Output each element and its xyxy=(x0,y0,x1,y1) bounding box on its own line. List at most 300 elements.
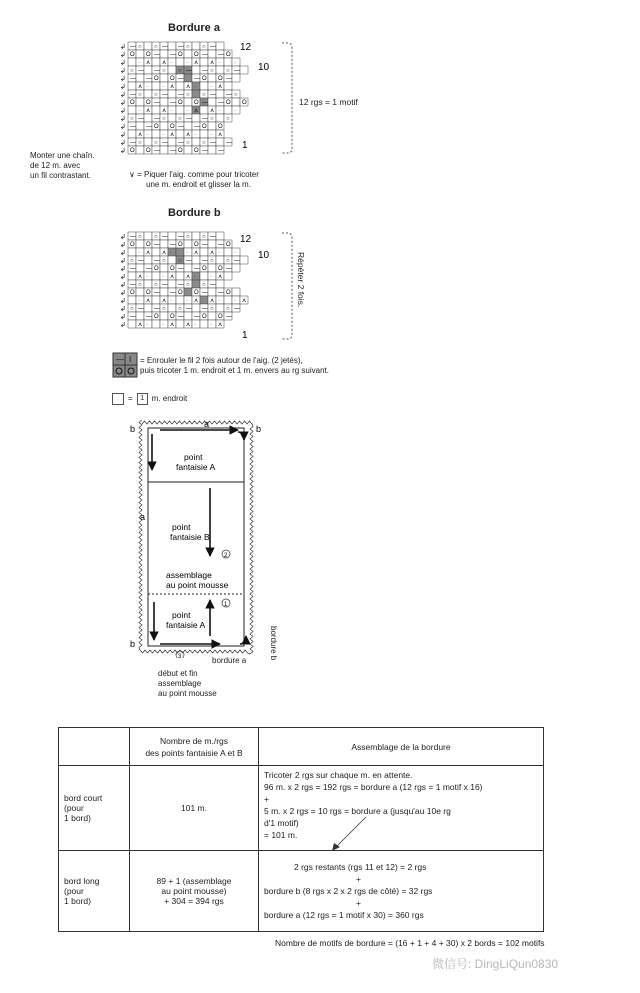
grid-row-marker: ↲ xyxy=(120,306,126,313)
grid-cell xyxy=(136,50,144,58)
grid-cell xyxy=(152,248,160,256)
step-3: 3 xyxy=(178,654,182,658)
grid-symbol: ○ xyxy=(226,306,230,312)
grid-symbol: · xyxy=(138,298,140,304)
grid-row-marker: ↲ xyxy=(120,52,126,59)
section-label-4: fantaisie B xyxy=(170,532,210,542)
grid-cell xyxy=(200,58,208,66)
grid-row-marker: ↲ xyxy=(120,84,126,91)
grid-symbol: O xyxy=(218,124,223,130)
grid-symbol: ○ xyxy=(138,234,142,240)
grid-symbol: O xyxy=(178,148,183,154)
bordure-b-bracket xyxy=(282,232,296,340)
grid-symbol: · xyxy=(138,108,140,114)
grid-symbol: · xyxy=(234,250,236,256)
grid-symbol: ⋏ xyxy=(146,108,151,114)
grid-symbol: ⋏ xyxy=(218,132,223,138)
grid-symbol: ○ xyxy=(186,140,190,146)
grid-symbol: — xyxy=(194,124,200,130)
yo-legend-text: = Enrouler le fil 2 fois autour de l'aig. (2 jetés), puis tricoter 1 m. endroit et 1 m. envers au rg suivant. xyxy=(140,356,329,375)
grid-row-marker: ↲ xyxy=(120,100,126,107)
grid-symbol: — xyxy=(186,258,192,264)
grid-row-marker: ↲ xyxy=(120,234,126,241)
grid-symbol: ○ xyxy=(202,92,206,98)
corner-b-tl: b xyxy=(130,424,136,434)
svg-text:I: I xyxy=(129,355,132,364)
grid-symbol: — xyxy=(218,100,224,106)
grid-symbol: · xyxy=(234,298,236,304)
grid-symbol: — xyxy=(186,68,192,74)
grid-symbol: · xyxy=(210,84,212,90)
grid-cell xyxy=(192,138,200,146)
grid-cell xyxy=(240,256,248,264)
grid-symbol: — xyxy=(154,242,160,248)
grid-symbol: — xyxy=(170,242,176,248)
table-header-row xyxy=(59,728,544,766)
grid-symbol: ⋏ xyxy=(170,132,175,138)
grid-symbol: — xyxy=(178,76,184,82)
grid-symbol: — xyxy=(162,44,168,50)
step-1: 1 xyxy=(224,602,228,608)
arrow-corner-tr xyxy=(238,432,244,440)
grid-cell xyxy=(176,320,184,328)
grid-cell xyxy=(144,304,152,312)
grid-symbol: — xyxy=(130,266,136,272)
grid-symbol: — xyxy=(130,124,136,130)
header-col1 xyxy=(59,728,130,766)
grid-symbol: O xyxy=(154,314,159,320)
grid-cell xyxy=(176,82,184,90)
grid-symbol: ⋏ xyxy=(194,108,199,114)
grid-symbol: · xyxy=(210,132,212,138)
grid-symbol: · xyxy=(162,84,164,90)
bordure-b-grid xyxy=(120,232,248,329)
start-end-note: début et fin assemblage au point mousse xyxy=(158,669,217,698)
grid-symbol: O xyxy=(146,100,151,106)
grid-symbol: — xyxy=(154,306,160,312)
grid-cell xyxy=(176,296,184,304)
grid-symbol: — xyxy=(146,314,152,320)
grid-symbol: O xyxy=(202,76,207,82)
grid-symbol: O xyxy=(130,242,135,248)
grid-symbol: · xyxy=(234,108,236,114)
grid-symbol: — xyxy=(146,124,152,130)
grid-row-marker: ↲ xyxy=(120,68,126,75)
grid-cell xyxy=(232,74,240,82)
grid-row-marker: ↲ xyxy=(120,132,126,139)
grid-row-marker: ↲ xyxy=(120,314,126,321)
grid-symbol: — xyxy=(218,52,224,58)
grid-cell xyxy=(192,114,200,122)
grid-cell xyxy=(208,98,216,106)
bordure-b-row-12: 12 xyxy=(240,234,252,245)
slip-legend: ∨ = Piquer l'aig. comme pour tricoter une m. endroit et glisser la m. xyxy=(129,170,259,189)
grid-symbol: ⋏ xyxy=(186,274,191,280)
svg-text:—: — xyxy=(116,355,124,364)
row2-label: bord long (pour 1 bord) xyxy=(59,851,130,932)
bordure-a-bracket xyxy=(282,42,296,154)
step-2: 2 xyxy=(224,553,228,559)
grid-symbol: ○ xyxy=(138,92,142,98)
grid-symbol: O xyxy=(194,242,199,248)
grid-cell xyxy=(224,82,232,90)
grid-symbol: — xyxy=(234,68,240,74)
grid-symbol: O xyxy=(218,76,223,82)
grid-symbol: — xyxy=(154,116,160,122)
arrow-corner-br xyxy=(240,636,246,644)
grid-symbol: ○ xyxy=(162,306,166,312)
grid-symbol: — xyxy=(130,234,136,240)
grid-symbol: O xyxy=(170,314,175,320)
grid-symbol: · xyxy=(170,250,172,256)
grid-cell xyxy=(160,240,168,248)
grid-symbol: ○ xyxy=(210,68,214,74)
grid-cell xyxy=(216,304,224,312)
bottom-label-bordure-a: bordure a xyxy=(212,656,247,665)
grid-symbol: O xyxy=(178,242,183,248)
grid-cell xyxy=(208,122,216,130)
bordure-b-row-10: 10 xyxy=(258,250,270,261)
grid-symbol: · xyxy=(170,298,172,304)
grid-symbol: ○ xyxy=(138,282,142,288)
grid-symbol: ⋏ xyxy=(138,84,143,90)
grid-symbol: — xyxy=(170,100,176,106)
grid-symbol: — xyxy=(202,68,208,74)
grid-symbol: — xyxy=(210,140,216,146)
grid-cell xyxy=(208,74,216,82)
grid-symbol: — xyxy=(154,52,160,58)
side-a-left: a xyxy=(140,512,146,522)
section-label-8: fantaisie A xyxy=(166,620,206,630)
grid-symbol: · xyxy=(146,274,148,280)
grid-symbol: — xyxy=(154,68,160,74)
grid-cell xyxy=(184,240,192,248)
grid-symbol: — xyxy=(234,258,240,264)
cast-on-note: Monter une chaîn. de 12 m. avec un fil contrastant. xyxy=(30,151,95,180)
grid-symbol: · xyxy=(146,322,148,328)
grid-symbol: ⋏ xyxy=(146,298,151,304)
grid-cell xyxy=(144,232,152,240)
bordure-b-row-1: 1 xyxy=(242,330,248,341)
grid-symbol: — xyxy=(226,92,232,98)
grid-symbol: O xyxy=(202,314,207,320)
grid-symbol: O xyxy=(146,52,151,58)
grid-symbol: ○ xyxy=(178,258,182,264)
table-row xyxy=(59,851,544,932)
grid-cell xyxy=(200,296,208,304)
grid-symbol: — xyxy=(186,306,192,312)
grid-symbol: — xyxy=(234,306,240,312)
grid-symbol: · xyxy=(234,60,236,66)
grid-symbol: — xyxy=(162,234,168,240)
grid-symbol: — xyxy=(178,282,184,288)
grid-symbol: ○ xyxy=(178,68,182,74)
grid-symbol: O xyxy=(242,100,247,106)
grid-cell xyxy=(192,90,200,98)
grid-cell xyxy=(144,256,152,264)
grid-cell xyxy=(160,312,168,320)
summary-table xyxy=(58,727,544,932)
grid-symbol: · xyxy=(162,132,164,138)
grid-symbol: — xyxy=(178,124,184,130)
grid-symbol: ○ xyxy=(186,92,190,98)
grid-cell xyxy=(136,240,144,248)
grid-symbol: — xyxy=(210,92,216,98)
grid-symbol: O xyxy=(178,52,183,58)
grid-symbol: ○ xyxy=(154,140,158,146)
grid-symbol: ⋏ xyxy=(194,298,199,304)
section-label-7: point xyxy=(172,610,191,620)
grid-symbol: O xyxy=(130,148,135,154)
grid-symbol: · xyxy=(162,322,164,328)
grid-symbol: ⋏ xyxy=(210,298,215,304)
grid-cell xyxy=(216,42,224,50)
bordure-b-title: Bordure b xyxy=(168,207,221,219)
grid-symbol: · xyxy=(186,108,188,114)
grid-cell xyxy=(144,66,152,74)
grid-symbol: ⋏ xyxy=(138,132,143,138)
grid-cell xyxy=(168,42,176,50)
grid-symbol: — xyxy=(130,140,136,146)
grid-symbol: — xyxy=(146,266,152,272)
grid-symbol: — xyxy=(154,290,160,296)
grid-symbol: ⋏ xyxy=(162,298,167,304)
grid-symbol: ○ xyxy=(202,44,206,50)
grid-cell xyxy=(216,256,224,264)
grid-symbol: — xyxy=(130,92,136,98)
grid-symbol: — xyxy=(130,76,136,82)
grid-cell xyxy=(144,280,152,288)
grid-cell xyxy=(176,248,184,256)
grid-symbol: ⋏ xyxy=(170,274,175,280)
grid-symbol: ⋏ xyxy=(146,60,151,66)
grid-row-marker: ↲ xyxy=(120,76,126,83)
section-label-2: fantaisie A xyxy=(176,462,216,472)
grid-symbol: ⋏ xyxy=(210,250,215,256)
grid-symbol: · xyxy=(194,322,196,328)
grid-cell xyxy=(136,288,144,296)
grid-symbol: ○ xyxy=(210,258,214,264)
grid-symbol: — xyxy=(218,242,224,248)
grid-symbol: O xyxy=(218,266,223,272)
grid-symbol: — xyxy=(130,44,136,50)
grid-cell xyxy=(184,74,192,82)
grid-cell xyxy=(152,272,160,280)
grid-cell xyxy=(216,90,224,98)
grid-symbol: · xyxy=(210,274,212,280)
grid-symbol: — xyxy=(202,100,208,106)
grid-symbol: · xyxy=(138,250,140,256)
grid-cell xyxy=(160,122,168,130)
corner-b-tr: b xyxy=(256,424,262,434)
grid-symbol: O xyxy=(226,242,231,248)
grid-cell xyxy=(176,58,184,66)
grid-symbol: O xyxy=(170,266,175,272)
grid-symbol: ○ xyxy=(162,68,166,74)
grid-symbol: O xyxy=(146,148,151,154)
grid-cell xyxy=(224,272,232,280)
grid-symbol: ○ xyxy=(226,258,230,264)
grid-symbol: — xyxy=(178,92,184,98)
grid-symbol: — xyxy=(202,290,208,296)
bordure-a-row-12: 12 xyxy=(240,42,252,53)
grid-symbol: · xyxy=(146,84,148,90)
grid-cell xyxy=(152,296,160,304)
grid-cell xyxy=(160,288,168,296)
grid-cell xyxy=(128,58,136,66)
row1-lines: Tricoter 2 rgs sur chaque m. en attente. 96 m. x 2 rgs = 192 rgs = bordure a (12 rgs = 1 motif x 16) + 5 m. x 2 rgs = 10 rgs = bordure a (jusqu'au 10e rg d'1 motif) = 101 m. xyxy=(259,766,544,851)
grid-symbol: — xyxy=(138,258,144,264)
bordure-a-row-1: 1 xyxy=(242,140,248,151)
grid-symbol: ○ xyxy=(138,140,142,146)
grid-symbol: — xyxy=(130,282,136,288)
grid-cell xyxy=(144,90,152,98)
grid-symbol: ○ xyxy=(178,306,182,312)
grid-cell xyxy=(184,312,192,320)
table-row xyxy=(59,766,544,851)
knit-legend: = 1 m. endroit xyxy=(112,393,187,405)
grid-cell xyxy=(184,288,192,296)
grid-symbol: — xyxy=(202,52,208,58)
grid-cell xyxy=(184,264,192,272)
grid-symbol: ⋏ xyxy=(186,322,191,328)
grid-symbol: ○ xyxy=(210,116,214,122)
grid-symbol: — xyxy=(178,44,184,50)
grid-symbol: ○ xyxy=(154,282,158,288)
grid-symbol: O xyxy=(178,290,183,296)
grid-symbol: ○ xyxy=(154,92,158,98)
grid-symbol: — xyxy=(202,306,208,312)
grid-symbol: · xyxy=(194,84,196,90)
grid-cell xyxy=(160,98,168,106)
bordure-a-grid xyxy=(120,42,248,155)
grid-symbol: — xyxy=(170,290,176,296)
grid-symbol: O xyxy=(194,100,199,106)
side-a-top: a xyxy=(204,419,210,429)
grid-symbol: · xyxy=(218,60,220,66)
grid-cell xyxy=(184,98,192,106)
grid-symbol: ⋏ xyxy=(210,60,215,66)
grid-symbol: · xyxy=(162,274,164,280)
grid-cell xyxy=(192,280,200,288)
grid-symbol: · xyxy=(170,108,172,114)
grid-symbol: ⋏ xyxy=(218,322,223,328)
grid-symbol: — xyxy=(226,266,232,272)
grid-symbol: ○ xyxy=(186,282,190,288)
grid-row-marker: ↲ xyxy=(120,242,126,249)
grid-row-marker: ↲ xyxy=(120,44,126,51)
corner-b-bl: b xyxy=(130,639,136,649)
grid-symbol: · xyxy=(186,60,188,66)
grid-symbol: ○ xyxy=(210,306,214,312)
grid-symbol: ○ xyxy=(162,116,166,122)
section-label-5: assemblage xyxy=(166,570,212,580)
grid-cell xyxy=(200,82,208,90)
grid-symbol: — xyxy=(210,234,216,240)
grid-symbol: ⋏ xyxy=(186,132,191,138)
grid-cell xyxy=(184,50,192,58)
grid-cell xyxy=(208,264,216,272)
grid-symbol: — xyxy=(218,148,224,154)
grid-symbol: ○ xyxy=(234,92,238,98)
grid-cell xyxy=(128,106,136,114)
grid-cell xyxy=(240,66,248,74)
grid-symbol: ○ xyxy=(202,140,206,146)
grid-cell xyxy=(168,138,176,146)
empty-square-icon xyxy=(112,393,124,405)
grid-cell xyxy=(224,248,232,256)
grid-cell xyxy=(208,50,216,58)
grid-symbol: · xyxy=(218,298,220,304)
bordure-b-repeat-label: Répéter 2 fois. xyxy=(296,252,306,308)
grid-row-marker: ↲ xyxy=(120,322,126,329)
grid-symbol: ○ xyxy=(130,116,134,122)
slip-symbol: ∨ xyxy=(129,170,135,179)
grid-symbol: · xyxy=(194,274,196,280)
grid-symbol: O xyxy=(170,124,175,130)
grid-symbol: O xyxy=(178,100,183,106)
grid-symbol: O xyxy=(130,100,135,106)
grid-cell xyxy=(136,98,144,106)
grid-symbol: — xyxy=(210,44,216,50)
grid-row-marker: ↲ xyxy=(120,124,126,131)
grid-cell xyxy=(200,272,208,280)
grid-symbol: — xyxy=(138,68,144,74)
grid-symbol: ○ xyxy=(186,234,190,240)
grid-symbol: ⋏ xyxy=(210,108,215,114)
grid-cell xyxy=(192,256,200,264)
grid-symbol: ⋏ xyxy=(138,274,143,280)
grid-cell xyxy=(152,320,160,328)
grid-symbol: — xyxy=(178,140,184,146)
grid-symbol: — xyxy=(154,148,160,154)
grid-cell xyxy=(168,256,176,264)
grid-cell xyxy=(152,106,160,114)
grid-cell xyxy=(160,264,168,272)
grid-cell xyxy=(128,248,136,256)
grid-row-marker: ↲ xyxy=(120,282,126,289)
grid-row-marker: ↲ xyxy=(120,116,126,123)
grid-symbol: — xyxy=(202,116,208,122)
grid-cell xyxy=(152,58,160,66)
grid-cell xyxy=(200,248,208,256)
grid-symbol: O xyxy=(146,290,151,296)
grid-symbol: — xyxy=(226,140,232,146)
grid-symbol: ○ xyxy=(186,44,190,50)
grid-symbol: O xyxy=(130,290,135,296)
header-col3: Assemblage de la bordure xyxy=(259,728,544,766)
grid-symbol: ⋏ xyxy=(218,84,223,90)
grid-cell xyxy=(200,130,208,138)
grid-cell xyxy=(224,58,232,66)
grid-symbol: O xyxy=(154,266,159,272)
grid-symbol: O xyxy=(202,124,207,130)
header-col2: Nombre de m./rgs des points fantaisie A et B xyxy=(130,728,259,766)
grid-cell xyxy=(208,240,216,248)
grid-symbol: ⋏ xyxy=(242,298,247,304)
grid-symbol: ⋏ xyxy=(170,322,175,328)
grid-cell xyxy=(168,232,176,240)
grid-cell xyxy=(128,82,136,90)
grid-symbol: — xyxy=(146,76,152,82)
row2-lines: 2 rgs restants (rgs 11 et 12) = 2 rgs + bordure b (8 rgs x 2 x 2 rgs de côté) = 32 rgs + bordure a (12 rgs = 1 motif x 30) = 360 rgs xyxy=(259,851,544,932)
grid-cell xyxy=(128,320,136,328)
grid-symbol: — xyxy=(170,148,176,154)
grid-symbol: ○ xyxy=(130,258,134,264)
bordure-a-title: Bordure a xyxy=(168,22,220,34)
grid-symbol: ⋏ xyxy=(218,274,223,280)
grid-symbol: — xyxy=(194,314,200,320)
